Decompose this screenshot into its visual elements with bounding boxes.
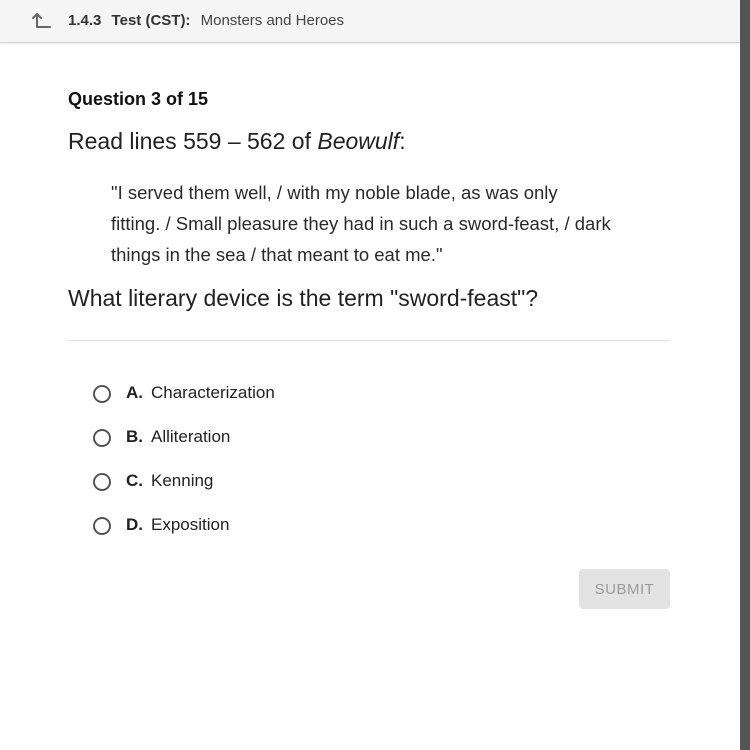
radio-button[interactable] xyxy=(93,517,111,535)
divider xyxy=(67,340,670,341)
up-arrow-back-icon[interactable] xyxy=(30,11,52,31)
option-letter: B. xyxy=(126,427,143,446)
option-letter: D. xyxy=(126,515,143,534)
option-a[interactable] xyxy=(93,370,275,414)
prompt-suffix: : xyxy=(399,128,406,154)
radio-button[interactable] xyxy=(93,385,111,403)
question-text: What literary device is the term "sword-feast"? xyxy=(68,285,539,311)
activity-title: Monsters and Heroes xyxy=(200,12,345,29)
option-letter: C. xyxy=(126,471,143,490)
breadcrumb xyxy=(68,12,344,30)
option-text: Characterization xyxy=(151,383,275,402)
option-b[interactable] xyxy=(93,414,275,458)
radio-button[interactable] xyxy=(93,473,111,491)
activity-type: Test (CST): xyxy=(111,12,191,29)
prompt-work-title: Beowulf xyxy=(317,128,400,154)
question-prompt xyxy=(68,128,406,155)
option-d[interactable] xyxy=(93,502,275,546)
answer-options xyxy=(93,370,275,546)
question-number: Question 3 of 15 xyxy=(68,89,209,109)
submit-button[interactable]: SUBMIT xyxy=(579,569,670,609)
option-text: Exposition xyxy=(151,515,230,534)
activity-code: 1.4.3 xyxy=(68,12,102,29)
radio-button[interactable] xyxy=(93,429,111,447)
quoted-passage: "I served them well, / with my noble blade, as was only fitting. / Small pleasure they had in such a sword-feast, / dark things in the sea / that meant to eat me." xyxy=(111,182,611,265)
option-text: Alliteration xyxy=(151,427,231,446)
option-c[interactable] xyxy=(93,458,275,502)
window-edge xyxy=(740,0,750,750)
prompt-prefix: Read lines 559 – 562 of xyxy=(68,128,318,154)
option-letter: A. xyxy=(126,383,143,402)
top-bar xyxy=(0,0,740,43)
option-text: Kenning xyxy=(151,471,214,490)
